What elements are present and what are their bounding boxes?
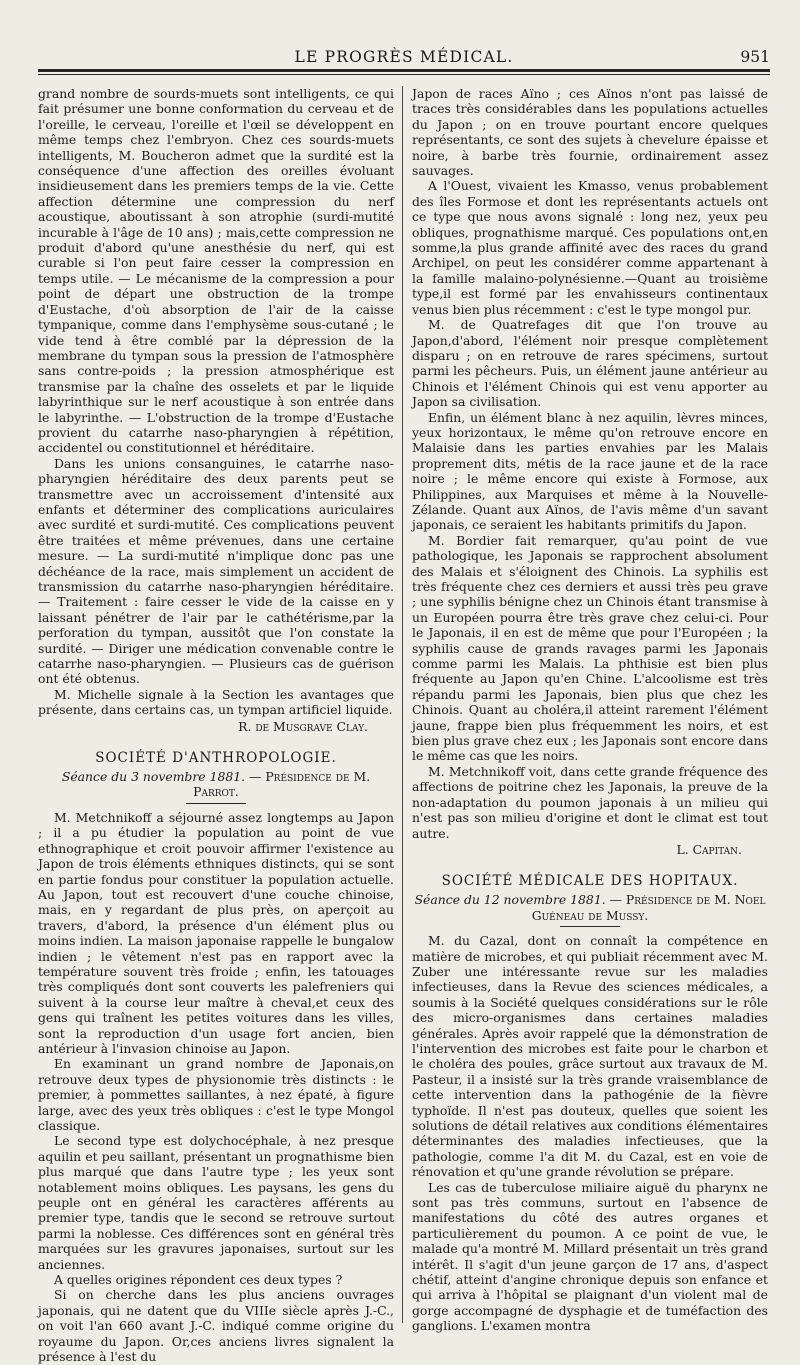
session-presidency: — Présidence de M. Parrot. [193, 769, 371, 800]
page-number: 951 [740, 48, 770, 66]
text-columns [38, 86, 770, 1365]
column-divider [402, 86, 403, 1323]
session-line [38, 769, 394, 800]
section-heading: SOCIÉTÉ D'ANTHROPOLOGIE. [95, 750, 337, 767]
paragraph: M. Metchnikoff a séjourné assez longtemps au Japon ; il a pu étudier la population au point de vue ethnographique et croit pouvoir affirmer l'existence au Japon de trois éléments ethniques distincts, qui se sont en partie fondus pour constituer la population actuelle. Au Japon, tout est recouvert d'une couche chinoise, mais, en y regardant de plus près, on aperçoit au travers, d'abord, la présence d'un élément plus ou moins indien. La maison japonaise rappelle le bungalow indien ; le vêtement n'est pas en rapport avec la température souvent très froide ; enfin, les tatouages très compliqués dont sont couverts les palefreniers qui suivent à la course leur maître à cheval,et ceux des gens qui traînent les petites voitures dans les villes, sont la reproduction d'un usage fort ancien, bien antérieur à l'invasion chinoise au Japon. [38, 809, 394, 1056]
session-line [412, 892, 768, 923]
paragraph: Dans les unions consanguines, le catarrhe naso-pharyngien héréditaire des deux parents peut se transmettre avec un accroissement d'intensité aux enfants et déterminer des complications auriculaires avec surdité et surdi-mutité. Ces complications peuvent être traitées et même prévenues, dans une certaine mesure. — La surdi-mutité n'implique donc pas une déchéance de la race, mais simplement un accident de transmission du catarrhe naso-pharyngien héréditaire. — Traitement : faire cesser le vide de la caisse en y laissant pénétrer de l'air par le cathétérisme,par la perforation du tympan, aussitôt que l'on constate la surdité. — Diriger une médication convenable contre le catarrhe naso-pharyngien. — Plusieurs cas de guérison ont été obtenus. [38, 455, 394, 687]
section-rule [186, 803, 246, 804]
section-rule [560, 926, 620, 927]
session-date: Séance du 3 novembre 1881. [61, 769, 246, 785]
header-rule-thick [38, 69, 770, 72]
paragraph: M. Michelle signale à la Section les avantages que présente, dans certains cas, un tympan artificiel liquide. [38, 686, 394, 718]
left-column [38, 86, 394, 1365]
paragraph: grand nombre de sourds-muets sont intelligents, ce qui fait présumer une bonne conformation du cerveau et de l'oreille, le cerveau, l'oreille et l'œil se développent en même temps chez l'embryon. Chez ces sourds-muets intelligents, M. Boucheron admet que la surdité est la conséquence d'une affection des oreilles évoluant insidieusement dans les premiers temps de la vie. Cette affection détermine une compression du nerf acoustique, aboutissant à son atrophie (surdi-mutité incurable à l'âge de 10 ans) ; mais,cette compression ne produit d'abord qu'une anesthésie du nerf, qui est curable si l'on peut faire cesser la compression en temps utile. — Le mécanisme de la compression a pour point de départ une obstruction de la trompe d'Eustache, d'où absorption de l'air de la caisse tympanique, comme dans l'emphysème sous-cutané ; le vide tend à être comblé par la dépression de la membrane du tympan sous la pression de l'atmosphère sans contre-poids ; la pression atmosphérique est transmise par la chaîne des osselets et par le liquide labyrinthique sur le nerf acoustique à son entrée dans le labyrinthe. — L'obstruction de la trompe d'Eustache provient du catarrhe naso-pharyngien à répétition, accidentel ou constitutionnel et héréditaire. [38, 86, 394, 456]
paragraph: A l'Ouest, vivaient les Kmasso, venus probablement des îles Formose et dont les représentants actuels ont ce type que nous avons signalé : long nez, yeux peu obliques, prognathisme marqué. Ces populations ont,en somme,la plus grande affinité avec des races du grand Archipel, on peut les considérer comme appartenant à la famille malaino-polynésienne.—Quant au troisième type,il est formé par les envahisseurs continentaux venus bien plus récemment : c'est le type mongol pur. [412, 178, 768, 317]
session-date: Séance du 12 novembre 1881. [414, 892, 606, 908]
paragraph: Si on cherche dans les plus anciens ouvrages japonais, qui ne datent que du VIIIe siècle après J.-C., on voit l'an 660 avant J.-C. indiqué comme origine du royaume du Japon. Or,ces anciens livres signalent la présence à l'est du [38, 1287, 394, 1365]
paragraph: M. Bordier fait remarquer, qu'au point de vue pathologique, les Japonais se rapprochent absolument des Malais et s'éloignent des Chinois. La syphilis est très fréquente chez ces derniers et aussi très peu grave ; une syphilis bénigne chez un Chinois étant transmise à un Européen pourra être très grave chez celui-ci. Pour le Japonais, il en est de même que pour l'Européen ; la syphilis cause de grands ravages parmi les Japonais comme parmi les Malais. La phthisie est bien plus fréquente au Japon qu'en Chine. L'alcoolisme est très répandu parmi les Japonais, bien plus que chez les Chinois. Quant au choléra,il atteint rarement l'élément jaune, frappe bien plus fréquemment les noirs, et est bien plus grave chez eux ; les Japonais sont encore dans le même cas que les noirs. [412, 532, 768, 764]
paragraph: Enfin, un élément blanc à nez aquilin, lèvres minces, yeux horizontaux, le même qu'on retrouve encore en Malaisie dans les parties envahies par les Malais proprement dits, métis de la race jaune et de la race noire ; le même encore qui existe à Formose, aux Philippines, aux Marquises et même à la Nouvelle-Zélande. Quant aux Aïnos, de l'avis même d'un savant japonais, ce seraient les habitants primitifs du Japon. [412, 409, 768, 533]
paragraph: En examinant un grand nombre de Japonais,on retrouve deux types de physionomie très distincts : le premier, à pommettes saillantes, à nez épaté, à figure large, avec des yeux très obliques : c'est le type Mongol classique. [38, 1056, 394, 1133]
section-heading: SOCIÉTÉ MÉDICALE DES HOPITAUX. [441, 873, 739, 890]
right-column [412, 86, 768, 1365]
paragraph: M. de Quatrefages dit que l'on trouve au Japon,d'abord, l'élément noir presque complètement disparu ; on en retrouve de rares spécimens, surtout parmi les pêcheurs. Puis, un élément jaune antérieur au Chinois et l'élément Chinois qui est venu apporter au Japon sa civilisation. [412, 317, 768, 410]
author-signature: R. de Musgrave Clay. [238, 718, 368, 734]
page-header [38, 48, 770, 70]
paragraph: Japon de races Aïno ; ces Aïnos n'ont pas laissé de traces très considérables dans les populations actuelles du Japon ; on en trouve pourtant encore quelques représentants, ce sont des sujets à chevelure épaisse et noire, à barbe très fournie, ordinairement assez sauvages. [412, 86, 768, 179]
paragraph: Les cas de tuberculose miliaire aiguë du pharynx ne sont pas très communs, surtout en l'absence de manifestations du côté des autres organes et particulièrement du poumon. A ce point de vue, le malade qu'a montré M. Millard présentait un très grand intérêt. Il s'agit d'un jeune garçon de 17 ans, d'aspect chétif, atteint d'angine chronique depuis son enfance et qui arriva à l'hôpital se plaignant d'un violent mal de gorge accompagné de dysphagie et de tuméfaction des ganglions. L'examen montra [412, 1179, 768, 1334]
paragraph: Le second type est dolychocéphale, à nez presque aquilin et peu saillant, présentant un prognathisme bien plus marqué que dans l'autre type ; les yeux sont notablement moins obliques. Les paysans, les gens du peuple ont en général les caractères afférents au premier type, tandis que le second se retrouve surtout parmi la noblesse. Ces différences sont en général très marquées sur les gravures japonaises, surtout sur les anciennes. [38, 1133, 394, 1272]
header-rule-thin [38, 74, 770, 75]
session-presidency: — Présidence de M. Noel Guéneau de Mussy. [531, 892, 766, 923]
author-signature: L. Capitan. [676, 841, 742, 857]
paragraph: M. du Cazal, dont on connaît la compétence en matière de microbes, et qui publiait récemment avec M. Zuber une intéressante revue sur les maladies infectieuses, dans la Revue des sciences médicales, a soumis à la Société quelques considérations sur le rôle des micro-organismes dans certaines maladies générales. Après avoir rappelé que la démonstration de l'intervention des microbes est faite pour le charbon et le choléra des poules, grâce surtout aux travaux de M. Pasteur, il a insisté sur la très grande vraisemblance de cette intervention dans la pathogénie de la fièvre typhoïde. Il n'est pas douteux, quelles que soient les solutions de détail relatives aux conditions élémentaires déterminantes des maladies infectieuses, que la pathologie, comme l'a dit M. du Cazal, est en voie de rénovation et qu'une grande révolution se prépare. [412, 933, 768, 1180]
paragraph: A quelles origines répondent ces deux types ? [54, 1272, 343, 1288]
running-title: LE PROGRÈS MÉDICAL. [294, 48, 514, 66]
paragraph: M. Metchnikoff voit, dans cette grande fréquence des affections de poitrine chez les Japonais, la preuve de la non-adaptation du poumon japonais à un milieu qui n'est pas son milieu d'origine et dont le climat est tout autre. [412, 763, 768, 841]
